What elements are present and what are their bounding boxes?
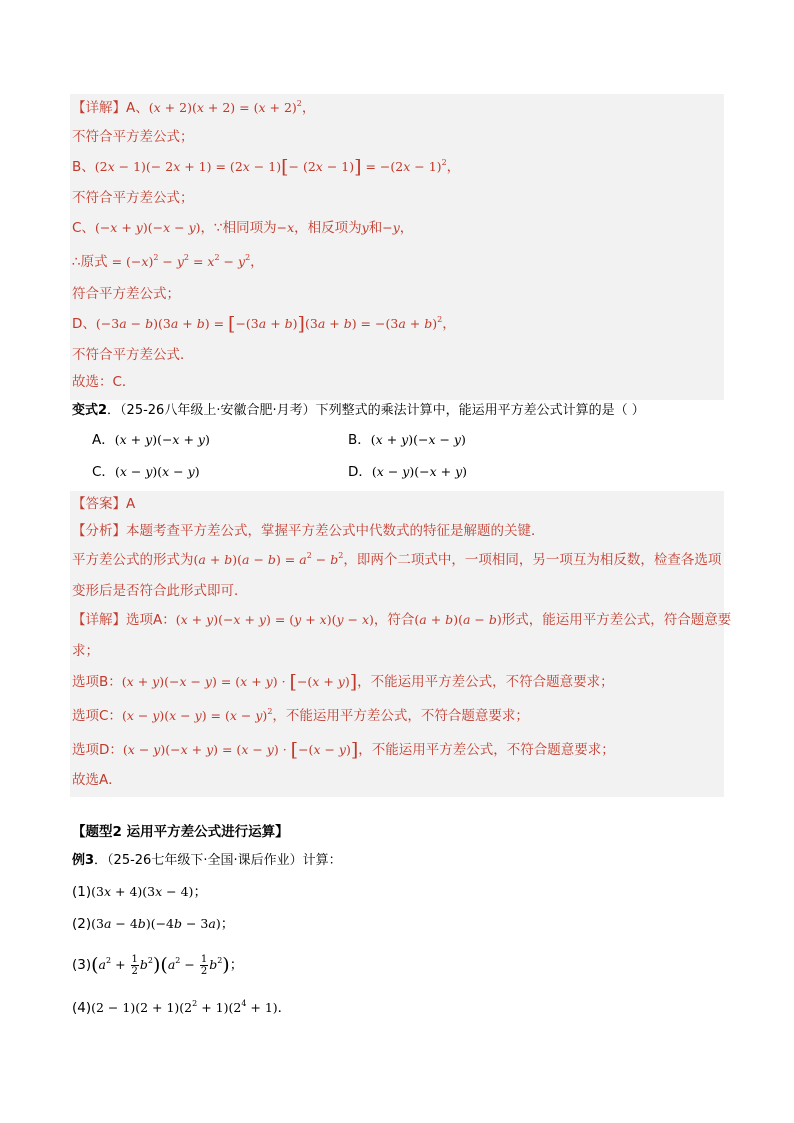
formula-line-cont: 变形后是否符合此形式即可．	[72, 583, 248, 599]
detail-line-b-note: 不符合平方差公式；	[72, 190, 194, 206]
detail-conclusion-2: 故选A．	[72, 772, 122, 788]
detail-option-c: 选项C：$(x - y)(x - y) = (x - y)^2$，不能运用平方差公式，不符合题意要求；	[72, 707, 529, 724]
detail-conclusion-1: 故选：C．	[72, 374, 136, 390]
detail-line-c: C、(−x + y)(−x − y)，∵相同项为−x，相反项为y和−y，	[72, 220, 414, 236]
example-header: 例3．（25-26七年级下·全国·课后作业）计算：	[72, 853, 342, 868]
detail-line-c-calc: ∴原式 = $(-x)^2 - y^2 = x^2 - y^2$，	[72, 253, 264, 270]
detail-line-d: D、$(-3a - b)(3a + b) = [-(3a + b)](3a + b) = -(3a + b)^2$，	[72, 313, 456, 335]
option-b: B．(x + y)(−x − y)	[348, 432, 466, 448]
detail-line-b: B、$(2x - 1)(- 2x + 1) = (2x - 1)[- (2x - 1)] = -(2x - 1)^2$，	[72, 156, 461, 178]
detail-line-a-note: 不符合平方差公式；	[72, 129, 194, 145]
problem-3: $(3)(a^2$ + $\frac{1}{2}$ $b^2)(a^2$ − $\frac{1}{2}$ $b^2$)；	[72, 954, 244, 977]
option-d: D．(x − y)(−x + y)	[348, 464, 468, 480]
detail-line-a: 【详解】A、$(x + 2)(x + 2) = (x + 2)^2$，	[72, 99, 316, 116]
question-stem: 变式2．（25-26八年级上·安徽合肥·月考）下列整式的乘法计算中，能运用平方差公式计算的是（ ）	[72, 403, 645, 418]
detail-option-d: 选项D：(x − y)(−x + y) = (x − y) · [−(x − y)]，不能运用平方差公式，不符合题意要求；	[72, 739, 615, 761]
detail-option-a-cont: 求；	[72, 643, 99, 659]
option-c: C．(x − y)(x − y)	[92, 464, 200, 480]
option-a: A．(x + y)(−x + y)	[92, 432, 210, 448]
problem-2: (2)(3a − 4b)(−4b − 3a)；	[72, 916, 235, 932]
analysis-line: 【分析】本题考查平方差公式，掌握平方差公式中代数式的特征是解题的关键．	[72, 523, 545, 539]
detail-option-a: 【详解】选项A：(x + y)(−x + y) = (y + x)(y − x)，符合(a + b)(a − b)形式，能运用平方差公式，符合题意要	[72, 612, 732, 628]
detail-option-b: 选项B：(x + y)(−x − y) = (x + y) · [−(x + y)]，不能运用平方差公式，不符合题意要求；	[72, 671, 614, 693]
answer-line: 【答案】A	[72, 496, 136, 512]
formula-line: 平方差公式的形式为$(a + b)(a - b) = a^2 - b^2$，即两个二项式中，一项相同，另一项互为相反数，检查各选项	[72, 551, 722, 568]
section-title: 【题型2 运用平方差公式进行运算】	[72, 824, 289, 840]
detail-line-c-note: 符合平方差公式；	[72, 286, 180, 302]
problem-1: (1)(3x + 4)(3x − 4)；	[72, 884, 207, 900]
detail-line-d-note: 不符合平方差公式．	[72, 347, 194, 363]
problem-4: $(4)(2 - 1)(2 + 1)(2^2 + 1)(2^4 + 1)$．	[72, 999, 292, 1016]
